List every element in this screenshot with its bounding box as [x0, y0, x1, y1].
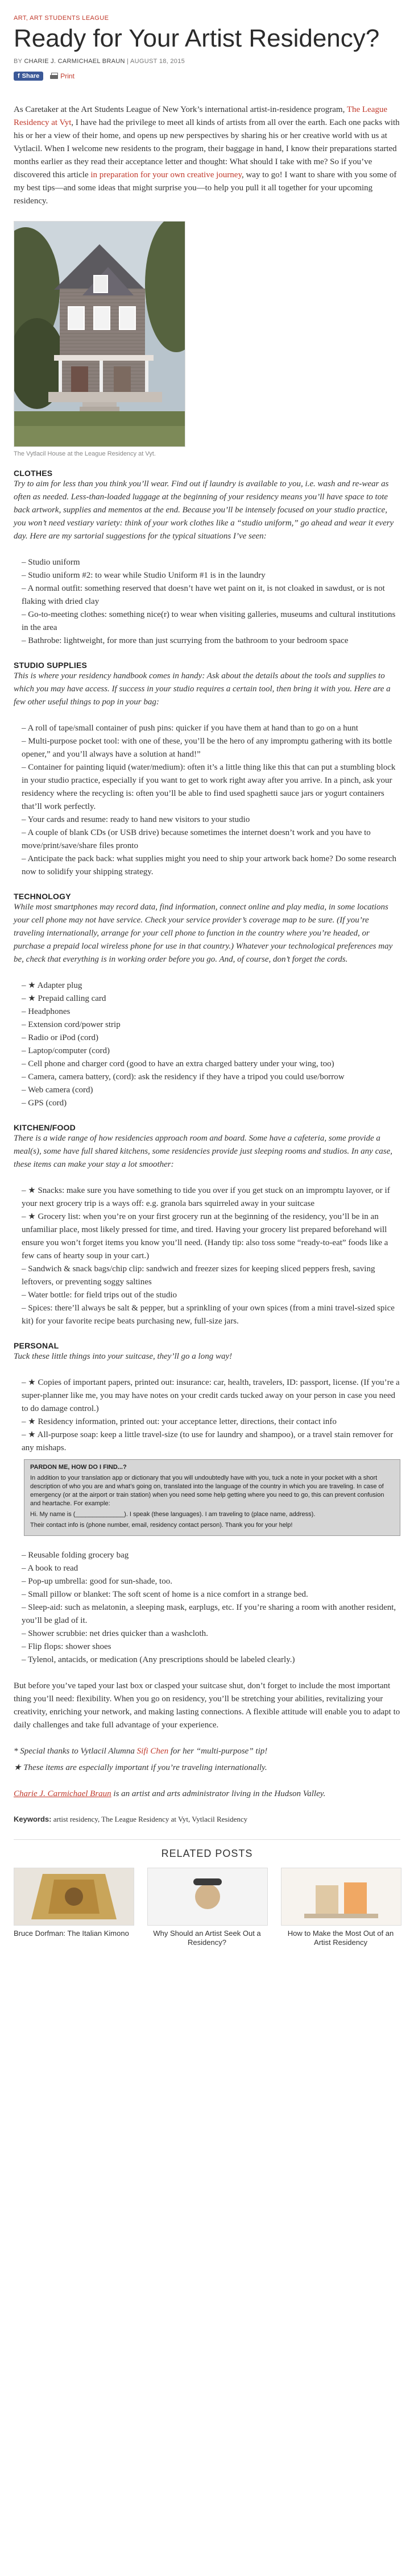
author-link[interactable]: CHARIE J. CARMICHAEL BRAUN	[24, 58, 125, 65]
keywords-label: Keywords:	[14, 1815, 52, 1823]
related-post-thumbnail[interactable]	[281, 1868, 401, 1926]
list-item: – Small pillow or blanket: The soft scent of home is a nice comfort in a strange bed.	[22, 1590, 308, 1599]
keyword-link[interactable]: Vytlacil Residency	[192, 1815, 248, 1823]
list-item-text: Headphones	[28, 1007, 71, 1016]
related-post-thumbnail[interactable]	[14, 1868, 134, 1926]
list-item: – Shower scrubbie: net dries quicker than a washcloth.	[22, 1629, 208, 1638]
list-item-text: Anticipate the pack back: what supplies might you need to ship your artwork back home? Do some research now to solidify your shipping strategy.	[22, 854, 396, 876]
intro-text-3: , way to go! I want to share with you some of my best tips—and some ideas that might surprise you—to help you pull it all together for your upcoming residency.	[14, 170, 397, 206]
technology-intro: While most smartphones may record data, find information, connect online and play media, in some locations your cell phone may not have service. Check your service provider’s coverage map to be sure. (If you’re traveling internationally, arrange for your cell phone to function in the country where you’re headed, or purchase a prepaid local wireless phone for use in that country.) Whatever your technological preferences may be, check that everything is in working order before you go. And, of course, don’t forget the cords.	[14, 903, 393, 964]
intro-text-1: As Caretaker at the Art Students League of New York’s international artist-in-residence program,	[14, 105, 347, 114]
related-post-card[interactable]	[281, 1868, 400, 1947]
list-item-text: ★ Prepaid calling card	[28, 994, 106, 1003]
list-item-text: Sandwich & snack bags/chip clip: sandwich and freezer sizes for keeping sliced peppers fresh, saving leftovers, or preventing soggy saltines	[22, 1264, 375, 1287]
personal-list	[22, 1376, 400, 1455]
related-posts	[14, 1839, 400, 1947]
translation-note-heading: PARDON ME, HOW DO I FIND...?	[30, 1464, 127, 1471]
list-item-text: Water bottle: for field trips out of the studio	[27, 1291, 177, 1300]
list-item: – Your cards and resume: ready to hand new visitors to your studio	[22, 815, 250, 824]
list-item-text: Cell phone and charger cord (good to have an extra charged battery under your wing, too)	[28, 1059, 334, 1068]
studio-intro: This is where your residency handbook comes in handy: Ask about the details about the tools and supplies to which you may have access. If success in your studio requires a certain tool, then bring it with you. Here are a few other useful things to pop in your bag:	[14, 671, 391, 707]
list-item: – ★ Copies of important papers, printed out: insurance: car, health, travelers, ID: passport, license. (If you’re a super-planner like me, you may have notes on your credit cards tucked away on your person in case you need to do damage control.)	[22, 1378, 400, 1413]
list-item-text: Web camera (cord)	[27, 1085, 93, 1095]
related-post-card[interactable]	[147, 1868, 267, 1947]
list-item: – Sandwich & snack bags/chip clip: sandwich and freezer sizes for keeping sliced peppers fresh, saving leftovers, or preventing soggy saltines	[22, 1264, 375, 1287]
list-item: – ★ Residency information, printed out: your acceptance letter, directions, their contact info	[22, 1417, 337, 1426]
technology-list	[22, 979, 400, 1110]
section-heading-studio-supplies: STUDIO SUPPLIES	[14, 661, 88, 670]
creative-journey-link[interactable]: in preparation for your own creative journey	[90, 170, 242, 179]
list-item: – A normal outfit: something reserved that doesn’t have wet paint on it, is not cloaked in sawdust, or is not flaking with dried clay	[22, 584, 385, 606]
footnote-international: ★ These items are especially important if you’re traveling internationally.	[14, 1763, 267, 1772]
list-item-text: Shower scrubbie: net dries quicker than a washcloth.	[28, 1629, 208, 1638]
list-item-text: Studio uniform	[28, 558, 80, 567]
list-item-text: A book to read	[27, 1564, 78, 1573]
list-item: – GPS (cord)	[22, 1099, 67, 1108]
footnote-text-end: for her “multi-purpose” tip!	[168, 1747, 268, 1756]
post-title: Ready for Your Artist Residency?	[14, 24, 380, 52]
printer-icon	[50, 73, 58, 80]
personal-intro: Tuck these little things into your suitcase, they’ll go a long way!	[14, 1352, 233, 1361]
category-separator: ,	[26, 15, 30, 22]
section-heading-kitchen-food: KITCHEN/FOOD	[14, 1123, 76, 1132]
section-heading-technology: TECHNOLOGY	[14, 892, 71, 901]
sifi-chen-link[interactable]: Sifi Chen	[136, 1747, 169, 1756]
footnote-special-thanks	[14, 1745, 400, 1758]
list-item-text: ★ All-purpose soap: keep a little travel-size (to use for laundry and shampoo), or a travel stain remover for any mishaps.	[22, 1430, 394, 1452]
list-item: – Radio or iPod (cord)	[22, 1033, 98, 1042]
category-link-art[interactable]: ART	[14, 15, 26, 22]
list-item-text: Camera, camera battery, (cord): ask the residency if they have a tripod you could use/borrow	[28, 1072, 345, 1082]
facebook-icon: f	[18, 73, 20, 80]
list-item-text: ★ Copies of important papers, printed out: insurance: car, health, travelers, ID: passport, license. (If you’re a super-planner like me, you may have notes on your credit cards tucked away on your person in case you need to do damage control.)	[22, 1378, 400, 1413]
list-item: – ★ Adapter plug	[22, 981, 82, 990]
list-item-text: Tylenol, antacids, or medication (Any prescriptions should be labeled clearly.)	[27, 1655, 295, 1664]
footnote-text: * Special thanks to Vytlacil Alumna	[14, 1747, 137, 1756]
list-item-text: Laptop/computer (cord)	[28, 1046, 110, 1055]
list-item: – Reusable folding grocery bag	[22, 1551, 129, 1560]
list-item: – Extension cord/power strip	[22, 1020, 121, 1029]
related-post-title[interactable]: Why Should an Artist Seek Out a Residency?	[153, 1929, 261, 1947]
keywords-row: Keywords: artist residency, The League Residency at Vyt, Vytlacil Residency	[14, 1815, 248, 1823]
facebook-share-button[interactable]	[14, 72, 43, 81]
list-item: – Spices: there’ll always be salt & pepper, but a sprinkling of your own spices (from a mini travel-sized spice kit) for your favorite recipe beats purchasing new, full-size jars.	[22, 1304, 395, 1326]
list-item-text: ★ Residency information, printed out: your acceptance letter, directions, their contact info	[28, 1417, 337, 1426]
list-item-text: Flip flops: shower shoes	[28, 1642, 111, 1651]
list-item: – Go-to-meeting clothes: something nice(r) to wear when visiting galleries, museums and cultural institutions in the area	[22, 610, 396, 632]
related-posts-title: RELATED POSTS	[161, 1848, 253, 1859]
list-item-text: Go-to-meeting clothes: something nice(r) to wear when visiting galleries, museums and cultural institutions in the area	[22, 610, 396, 632]
list-item-text: ★ Adapter plug	[28, 981, 82, 990]
list-item-text: A couple of blank CDs (or USB drive) because sometimes the internet doesn’t work and you have to move/print/save/share files pronto	[22, 828, 371, 850]
list-item: – Laptop/computer (cord)	[22, 1046, 110, 1055]
translation-note-line-2: Their contact info is (phone number, email, residency contact person). Thank you for your help!	[30, 1522, 293, 1529]
list-item: – Camera, camera battery, (cord): ask the residency if they have a tripod you could use/borrow	[22, 1072, 345, 1082]
list-item-text: Bathrobe: lightweight, for more than just scurrying from the bathroom to your bedroom space	[28, 636, 349, 645]
list-item: – Multi-purpose pocket tool: with one of these, you’ll be the hero of any impromptu gathering with its bottle opener,” and you’ll always have a solution at hand!”	[22, 737, 392, 759]
list-item-text: Reusable folding grocery bag	[28, 1551, 129, 1560]
list-item-text: Container for painting liquid (water/medium): often it’s a little thing like this that can put a stumbling block in your studio practice, especially if you want to get to work right away after you arrive. In a pinch, ask your residency where the recycling is: often you’ll be able to find used spaghetti sauce jars or yogurt containers that’ll work perfectly.	[22, 763, 396, 811]
list-item: – Sleep-aid: such as melatonin, a sleeping mask, earplugs, etc. If you’re sharing a room with another resident, you’ll be glad of it.	[22, 1603, 396, 1625]
print-label: Print	[60, 72, 74, 80]
list-item-text: Small pillow or blanket: The soft scent of home is a nice comfort in a strange bed.	[28, 1590, 308, 1599]
post-byline	[14, 58, 400, 65]
list-item: – Water bottle: for field trips out of the studio	[22, 1291, 177, 1300]
list-item: – Anticipate the pack back: what supplies might you need to ship your artwork back home? Do some research now to solidify your shipping strategy.	[22, 854, 396, 876]
list-item: – Studio uniform #2: to wear while Studio Uniform #1 is in the laundry	[22, 571, 266, 580]
author-bio	[14, 1788, 400, 1801]
list-item: – ★ Snacks: make sure you have something to tide you over if you get stuck on an impromptu layover, or if your next grocery trip is a ways off: e.g. granola bars squirreled away in your suitcase	[22, 1186, 390, 1208]
print-button[interactable]	[50, 72, 74, 80]
list-item-text: Spices: there’ll always be salt & pepper, but a sprinkling of your own spices (from a mini travel-sized spice kit) for your favorite recipe beats purchasing new, full-size jars.	[22, 1304, 395, 1326]
section-heading-personal: PERSONAL	[14, 1341, 59, 1350]
author-bio-link[interactable]: Charie J. Carmichael Braun	[14, 1789, 111, 1798]
list-item: – A couple of blank CDs (or USB drive) because sometimes the internet doesn’t work and you have to move/print/save/share files pronto	[22, 828, 371, 850]
list-item-text: A roll of tape/small container of push pins: quicker if you have them at hand than to go on a hunt	[27, 724, 358, 733]
list-item: – Container for painting liquid (water/medium): often it’s a little thing like this that can put a stumbling block in your studio practice, especially if you want to get to work right away after you arrive. In a pinch, ask your residency where the recycling is: often you’ll be able to find used spaghetti sauce jars or yogurt containers that’ll work perfectly.	[22, 763, 396, 811]
studio-list	[22, 722, 400, 879]
closing-paragraph: But before you’ve taped your last box or clasped your suitcase shut, don’t forget to include the most important thing you’ll need: flexibility. When you go on residency, you’ll be stretching your abilities, revitalizing your creativity, enriching your network, and making lasting connections. A flexible attitude will enable you to adapt to daily challenges and take full advantage of your experience.	[14, 1681, 400, 1730]
list-item: – Studio uniform	[22, 558, 80, 567]
list-item-text: Studio uniform #2: to wear while Studio Uniform #1 is in the laundry	[28, 571, 266, 580]
list-item: – Headphones	[22, 1007, 71, 1016]
kitchen-intro: There is a wide range of how residencies approach room and board. Some have a cafeteria, some provide a meal(s), some have full shared kitchens, some residencies provide just sleeping rooms and studios. In any case, these items can make your stay a lot smoother:	[14, 1134, 392, 1169]
list-item-text: Your cards and resume: ready to hand new visitors to your studio	[27, 815, 250, 824]
author-bio-text: is an artist and arts administrator living in the Hudson Valley.	[111, 1789, 326, 1798]
translation-note-box	[24, 1459, 400, 1536]
list-item-text: ★ Grocery list: when you’re on your first grocery run at the beginning of the residency, you’ll be in an unfamiliar place, most likely pressed for time, and tired. Having your grocery list prepared beforehand will ensure you won’t forget items you know you’ll need. (Handy tip: also toss some “ready-to-eat” foods like a few cans of hearty soup in your cart.)	[22, 1212, 388, 1260]
personal-extras-list	[22, 1549, 400, 1667]
list-item: – Cell phone and charger cord (good to have an extra charged battery under your wing, too)	[22, 1059, 334, 1068]
byline-separator: |	[127, 58, 129, 65]
translation-note-body: In addition to your translation app or dictionary that you will undoubtedly have with you, tuck a note in your pocket with a short description of who you are and what’s going on, translated into the language of the country in which you are traveling. In case of emergency (or at the airport or train station) when you need some help getting where you need to go, this can prevent confusion and heartache. For example:	[30, 1475, 384, 1507]
keyword-link[interactable]: The League Residency at Vyt	[101, 1815, 189, 1823]
list-item: – Flip flops: shower shoes	[22, 1642, 111, 1651]
translation-note-line-1: Hi. My name is (______________). I speak (these languages). I am traveling to (place name, address).	[30, 1511, 316, 1518]
league-residency-link[interactable]: The League Residency at Vyt	[14, 105, 388, 127]
facebook-share-label: Share	[22, 73, 40, 80]
list-item-text: Pop-up umbrella: good for sun-shade, too.	[28, 1577, 172, 1586]
related-post-title[interactable]: Bruce Dorfman: The Italian Kimono	[14, 1929, 129, 1938]
intro-paragraph	[14, 103, 400, 208]
section-heading-clothes: CLOTHES	[14, 469, 53, 478]
vytlacil-house-photo	[14, 221, 185, 447]
clothes-intro: Try to aim for less than you think you’ll wear. Find out if laundry is available to you, i.e. wash and re-wear as often as needed. Less-than-loaded luggage at the beginning of your residency means you’ll have space to tote back artwork, supplies and mementos at the end. Because you’ll be intensely focused on your studio practice, you won’t need vestiary variety: think of your work clothes like a “studio uniform,” go ahead and wear it every day. Here are my sartorial suggestions for the typical situations I’ve seen:	[14, 479, 394, 541]
list-item: – Bathrobe: lightweight, for more than just scurrying from the bathroom to your bedroom space	[22, 636, 349, 645]
related-post-title[interactable]: How to Make the Most Out of an Artist Residency	[287, 1929, 394, 1947]
list-item-text: GPS (cord)	[28, 1099, 67, 1108]
list-item: – Tylenol, antacids, or medication (Any prescriptions should be labeled clearly.)	[22, 1655, 295, 1664]
list-item: – ★ Grocery list: when you’re on your first grocery run at the beginning of the residency, you’ll be in an unfamiliar place, most likely pressed for time, and tired. Having your grocery list prepared beforehand will ensure you won’t forget items you know you’ll need. (Handy tip: also toss some “ready-to-eat” foods like a few cans of hearty soup in your cart.)	[22, 1212, 388, 1260]
list-item: – Pop-up umbrella: good for sun-shade, too.	[22, 1577, 172, 1586]
intro-text-2: , I have had the privilege to meet all kinds of artists from all over the earth. Each one packs with his or her a view of their home, and opens up new perspectives by sharing his or her creative world with us at Vytlacil. When I welcome new residents to the program, their baggage in hand, I know their preparations started months earlier as they read their acceptance letter and thought: What should I take with me? So if you’ve discovered this article	[14, 118, 400, 179]
list-item: – A roll of tape/small container of push pins: quicker if you have them at hand than to go on a hunt	[22, 724, 358, 733]
category-link-art-students-league[interactable]: ART STUDENTS LEAGUE	[30, 15, 109, 22]
keyword-link[interactable]: artist residency	[53, 1815, 98, 1823]
list-item-text: ★ Snacks: make sure you have something to tide you over if you get stuck on an impromptu layover, or if your next grocery trip is a ways off: e.g. granola bars squirreled away in your suitcase	[22, 1186, 390, 1208]
byline-prefix: BY	[14, 58, 23, 65]
list-item: – ★ Prepaid calling card	[22, 994, 106, 1003]
list-item: – A book to read	[22, 1564, 78, 1573]
list-item-text: Extension cord/power strip	[28, 1020, 121, 1029]
list-item-text: Sleep-aid: such as melatonin, a sleeping mask, earplugs, etc. If you’re sharing a room with another resident, you’ll be glad of it.	[22, 1603, 396, 1625]
photo-caption: The Vytlacil House at the League Residency at Vyt.	[14, 450, 156, 457]
list-item: – Web camera (cord)	[22, 1085, 93, 1095]
related-post-card[interactable]	[14, 1868, 133, 1947]
post-date: AUGUST 18, 2015	[130, 58, 185, 65]
post-categories	[14, 15, 400, 22]
related-posts-grid	[14, 1868, 400, 1947]
clothes-list	[22, 556, 400, 648]
list-item-text: A normal outfit: something reserved that doesn’t have wet paint on it, is not cloaked in sawdust, or is not flaking with dried clay	[22, 584, 385, 606]
related-post-thumbnail[interactable]	[147, 1868, 268, 1926]
list-item-text: Radio or iPod (cord)	[28, 1033, 98, 1042]
list-item-text: Multi-purpose pocket tool: with one of these, you’ll be the hero of any impromptu gathering with its bottle opener,” and you’ll always have a solution at hand!”	[22, 737, 392, 759]
kitchen-list	[22, 1184, 400, 1328]
list-item: – ★ All-purpose soap: keep a little travel-size (to use for laundry and shampoo), or a travel stain remover for any mishaps.	[22, 1430, 394, 1452]
share-row	[14, 72, 400, 81]
